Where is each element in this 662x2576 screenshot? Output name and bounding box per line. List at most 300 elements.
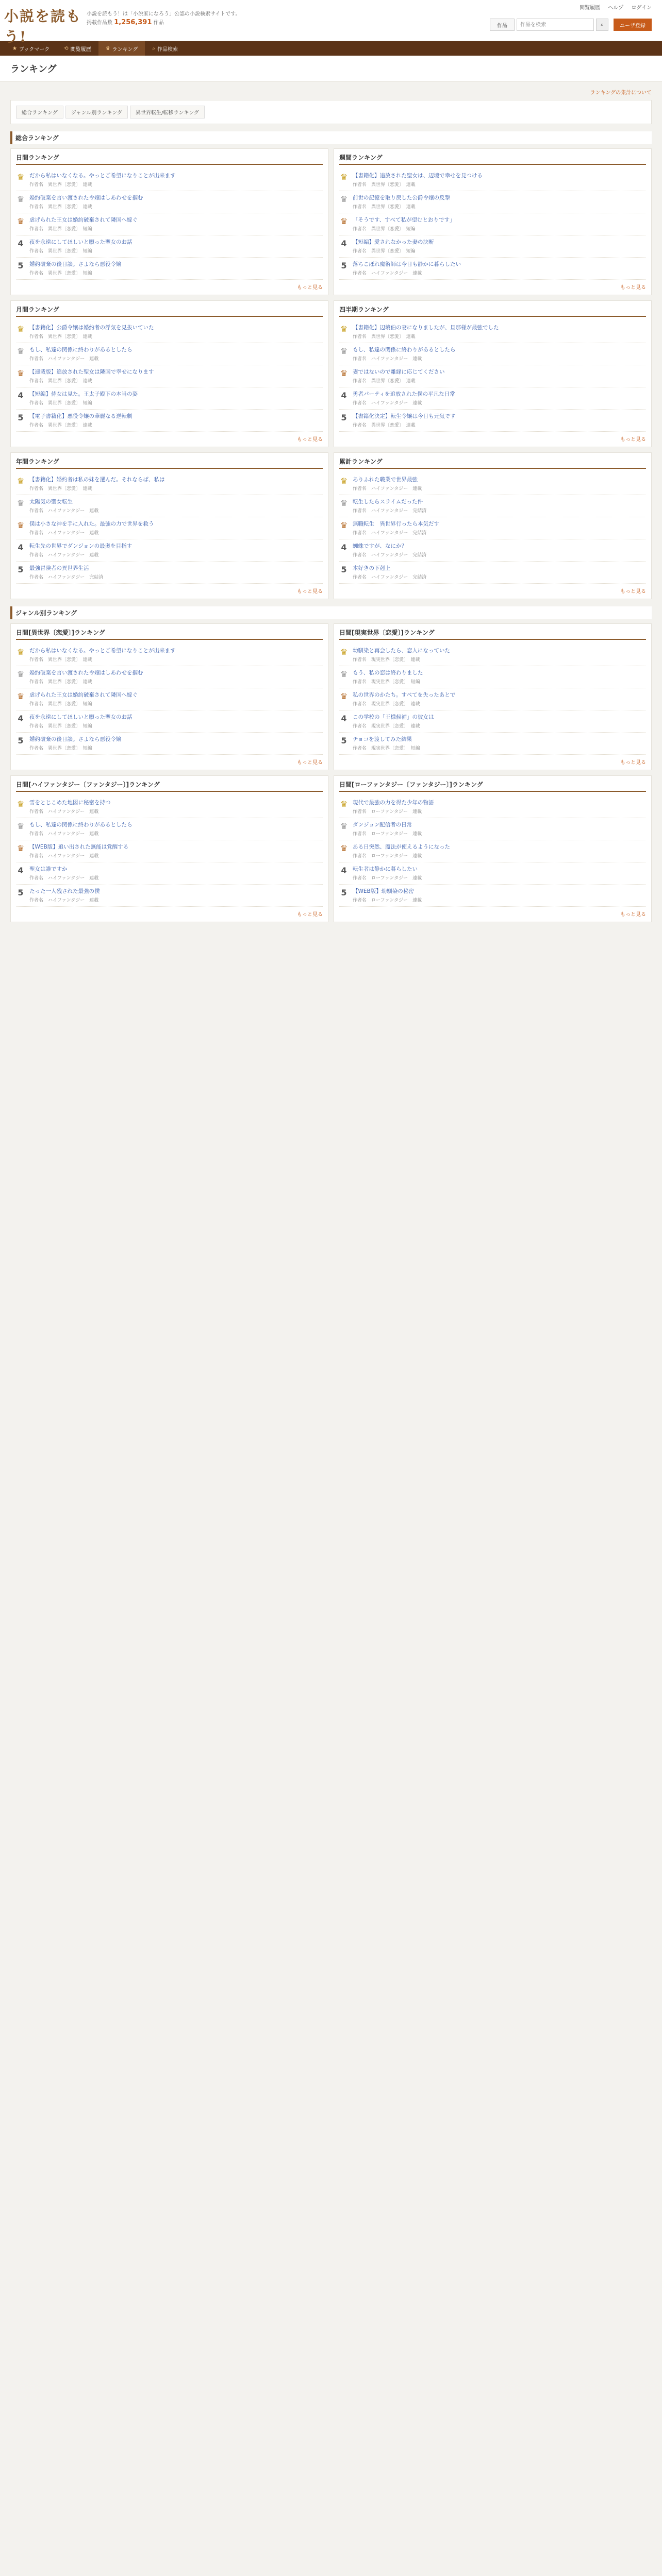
novel-meta	[29, 678, 323, 685]
novel-title-link[interactable]: 婚約破棄の後日談。さよなら悪役令嬢	[29, 736, 122, 742]
ranking-item	[339, 818, 646, 840]
novel-meta	[29, 377, 323, 384]
novel-author[interactable]: 作者名	[29, 832, 44, 837]
rank-body	[353, 172, 646, 188]
card-title: 日間ランキング	[16, 153, 323, 165]
novel-genre: ローファンタジー	[371, 876, 408, 881]
novel-title-link[interactable]: 落ちこぼれ魔術師は今日も静かに暮らしたい	[353, 261, 461, 267]
user-register-button[interactable]: ユーザ登録	[614, 19, 652, 31]
novel-author[interactable]: 作者名	[353, 832, 367, 837]
novel-genre: ローファンタジー	[371, 854, 408, 859]
search-input[interactable]	[517, 19, 594, 31]
ranking-item	[339, 321, 646, 343]
novel-meta	[29, 507, 323, 514]
novel-author[interactable]: 作者名	[29, 486, 44, 492]
novel-status: 連載	[89, 553, 99, 558]
novel-author[interactable]: 作者名	[29, 271, 44, 276]
more-link[interactable]: もっと見る	[620, 285, 646, 291]
novel-author[interactable]: 作者名	[29, 575, 44, 580]
login-link[interactable]: ログイン	[631, 5, 652, 11]
novel-author[interactable]: 作者名	[29, 182, 44, 188]
rank-body	[353, 799, 646, 815]
novel-status: 完結済	[412, 509, 427, 514]
rank-body	[353, 821, 646, 837]
ranking-item	[339, 796, 646, 818]
novel-meta	[29, 656, 323, 663]
rank-body	[29, 216, 323, 232]
novel-status: 連載	[406, 423, 416, 428]
novel-status: 連載	[412, 809, 422, 815]
ranking-card	[10, 623, 328, 770]
rank-body	[353, 520, 646, 536]
novel-author[interactable]: 作者名	[353, 531, 367, 536]
novel-author[interactable]: 作者名	[29, 401, 44, 406]
novel-title-link[interactable]: ダンジョン配信者の日常	[353, 822, 412, 828]
novel-author[interactable]: 作者名	[353, 227, 367, 232]
novel-author[interactable]: 作者名	[29, 657, 44, 663]
novel-meta	[29, 852, 323, 859]
ranking-item	[16, 213, 323, 235]
novel-author[interactable]: 作者名	[29, 809, 44, 815]
novel-author[interactable]: 作者名	[353, 553, 367, 558]
rank-number: 4	[341, 866, 347, 875]
novel-status: 短編	[406, 249, 416, 254]
crown-icon: ♛	[16, 647, 25, 657]
rank-number: 5	[18, 736, 24, 745]
novel-author[interactable]: 作者名	[353, 509, 367, 514]
ranking-item	[16, 733, 323, 755]
about-ranking-link[interactable]: ランキングの集計について	[590, 90, 652, 96]
crown-icon: ♛	[340, 476, 348, 486]
novel-meta	[353, 744, 646, 751]
novel-author[interactable]: 作者名	[353, 205, 367, 210]
ranking-item	[339, 840, 646, 862]
novel-author[interactable]: 作者名	[29, 334, 44, 340]
novel-author[interactable]: 作者名	[353, 423, 367, 428]
novel-status: 連載	[406, 205, 416, 210]
rank-body	[29, 239, 323, 254]
novel-author[interactable]: 作者名	[353, 680, 367, 685]
ranking-icon: ♛	[105, 45, 110, 52]
novel-genre: 異世界〔恋愛〕	[48, 271, 78, 276]
count-suffix: 作品	[153, 20, 164, 26]
more-link[interactable]: もっと見る	[297, 437, 323, 443]
rank-number: 4	[18, 239, 24, 248]
novel-genre: 異世界〔恋愛〕	[48, 657, 78, 663]
nav-ranking[interactable]	[98, 41, 145, 56]
novel-author[interactable]: 作者名	[353, 379, 367, 384]
rank-body	[29, 843, 323, 859]
card-title: 日間[ローファンタジー〔ファンタジー〕]ランキング	[339, 780, 646, 792]
novel-status: 連載	[89, 509, 99, 514]
novel-title-link[interactable]: 妻ではないので離縁に応じてください	[353, 369, 445, 375]
novel-status: 完結済	[412, 553, 427, 558]
novel-title-link[interactable]: もし、私達の関係に終わりがあるとしたら	[29, 347, 133, 353]
novel-author[interactable]: 作者名	[353, 334, 367, 340]
novel-title-link[interactable]: もし、私達の関係に終わりがあるとしたら	[353, 347, 456, 353]
novel-author[interactable]: 作者名	[353, 854, 367, 859]
novel-title-link[interactable]: 【書籍化】追放された聖女は、辺境で幸せを見つける	[353, 173, 483, 179]
novel-title-link[interactable]: 雪をとじこめた地図に秘密を持つ	[29, 800, 111, 806]
more-link[interactable]: もっと見る	[297, 760, 323, 766]
rank-number: 5	[341, 413, 347, 422]
novel-title-link[interactable]: 【電子書籍化】悪役令嬢の華麗なる逆転劇	[29, 413, 133, 419]
nav-label: 作品検索	[157, 46, 178, 53]
crown-icon: ♛	[16, 324, 25, 334]
novel-meta	[353, 399, 646, 406]
novel-genre: ハイファンタジー	[371, 486, 408, 492]
page-title: ランキング	[10, 64, 57, 75]
novel-meta	[353, 377, 646, 384]
crown-icon: ♛	[16, 843, 25, 853]
rank-body	[353, 391, 646, 406]
crown-icon: ♛	[340, 799, 348, 809]
novel-title-link[interactable]: 夜を永遠にしてほしいと願った聖女のお話	[29, 239, 133, 245]
novel-title-link[interactable]: 本好きの下剋上	[353, 565, 391, 571]
crown-icon: ♛	[340, 691, 348, 701]
novel-title-link[interactable]: 【書籍化】婚約者は私の妹を選んだ。それならば、私は	[29, 477, 165, 483]
novel-author[interactable]: 作者名	[29, 854, 44, 859]
nav-history[interactable]	[57, 45, 98, 53]
crown-icon: ♛	[16, 172, 25, 182]
ranking-item	[16, 710, 323, 733]
help-link[interactable]: ヘルプ	[608, 5, 624, 11]
novel-author[interactable]: 作者名	[29, 702, 44, 707]
ranking-item	[16, 818, 323, 840]
novel-genre: ハイファンタジー	[371, 575, 408, 580]
novel-title-link[interactable]: だから私はいなくなる。やっとご希望になりことが出来ます	[29, 173, 176, 179]
novel-status: 短編	[82, 249, 92, 254]
novel-author[interactable]: 作者名	[29, 898, 44, 903]
novel-genre: 異世界〔恋愛〕	[48, 205, 78, 210]
novel-status: 連載	[82, 423, 92, 428]
main-nav	[0, 41, 662, 56]
novel-genre: ローファンタジー	[371, 898, 408, 903]
novel-author[interactable]: 作者名	[353, 486, 367, 492]
novel-author[interactable]: 作者名	[353, 724, 367, 729]
rank-body	[353, 714, 646, 729]
ranking-item	[339, 862, 646, 885]
novel-meta	[353, 852, 646, 859]
novel-title-link[interactable]: 夜を永遠にしてほしいと願った聖女のお話	[29, 714, 133, 720]
novel-genre: ハイファンタジー	[48, 809, 85, 815]
nav-search[interactable]	[145, 45, 185, 53]
novel-genre: 異世界〔恋愛〕	[371, 249, 402, 254]
ranking-item	[16, 321, 323, 343]
rank-body	[353, 476, 646, 492]
rank-body	[29, 714, 323, 729]
more-link[interactable]: もっと見る	[620, 760, 646, 766]
novel-meta	[353, 700, 646, 707]
ranking-item	[16, 796, 323, 818]
novel-meta	[29, 830, 323, 837]
ranking-item	[339, 885, 646, 907]
rank-body	[29, 647, 323, 663]
crown-icon: ♛	[16, 498, 25, 508]
novel-genre: 異世界〔恋愛〕	[48, 227, 78, 232]
novel-genre: 異世界〔恋愛〕	[371, 334, 402, 340]
novel-title-link[interactable]: 婚約破棄を言い渡された令嬢はしあわせを掴む	[29, 195, 143, 201]
history-link[interactable]: 閲覧履歴	[580, 5, 601, 11]
novel-author[interactable]: 作者名	[29, 249, 44, 254]
novel-genre: ハイファンタジー	[371, 271, 408, 276]
more-link[interactable]: もっと見る	[620, 912, 646, 918]
novel-author[interactable]: 作者名	[353, 876, 367, 881]
main-content	[0, 82, 662, 922]
rank-body	[353, 565, 646, 580]
novel-author[interactable]: 作者名	[353, 182, 367, 188]
novel-genre: ハイファンタジー	[48, 357, 85, 362]
card-title: 月間ランキング	[16, 305, 323, 317]
header-links	[573, 3, 652, 11]
novel-status: 連載	[82, 379, 92, 384]
search-type-select[interactable]: 作品	[490, 19, 515, 31]
novel-author[interactable]: 作者名	[29, 379, 44, 384]
rank-number: 4	[18, 714, 24, 723]
novel-title-link[interactable]: チョコを渡してみた結果	[353, 736, 412, 742]
more-link[interactable]: もっと見る	[297, 589, 323, 595]
novel-title-link[interactable]: だから私はいなくなる。やっとご希望になりことが出来ます	[29, 648, 176, 654]
novel-title-link[interactable]: 転生者は静かに暮らしたい	[353, 866, 418, 872]
ranking-item	[16, 644, 323, 666]
overall-ranking-grid	[10, 148, 652, 599]
ranking-item	[339, 562, 646, 584]
novel-title-link[interactable]: 転生先の世界でダンジョンの最奥を目指す	[29, 543, 133, 549]
novel-meta	[29, 573, 323, 580]
novel-title-link[interactable]: 「そうです、すべて私が望むとおりです」	[353, 217, 455, 223]
ranking-card	[334, 775, 652, 922]
rank-body	[29, 821, 323, 837]
novel-author[interactable]: 作者名	[353, 271, 367, 276]
novel-title-link[interactable]: 【WEB版】追い出された無能は覚醒する	[29, 844, 129, 850]
rank-body	[29, 888, 323, 903]
rank-body	[29, 799, 323, 815]
novel-title-link[interactable]: 私の世界のかたち。すべてを失ったあとで	[353, 692, 456, 698]
rank-number: 5	[341, 736, 347, 745]
novel-title-link[interactable]: 婚約破棄を言い渡された令嬢はしあわせを掴む	[29, 670, 143, 676]
novel-meta	[29, 874, 323, 881]
novel-title-link[interactable]: たった一人残された最強の僕	[29, 888, 100, 894]
crown-icon: ♛	[16, 821, 25, 831]
rank-number: 5	[18, 413, 24, 422]
novel-status: 連載	[412, 832, 422, 837]
ranking-item	[339, 688, 646, 710]
crown-icon: ♛	[340, 520, 348, 530]
novel-title-link[interactable]: 虐げられた王女は婚約破棄されて隣国へ嫁ぐ	[29, 692, 138, 698]
novel-title-link[interactable]: 前世の記憶を取り戻した公爵令嬢の反撃	[353, 195, 450, 201]
novel-author[interactable]: 作者名	[29, 531, 44, 536]
ranking-card	[334, 148, 652, 295]
tab-genre[interactable]: ジャンル別ランキング	[65, 106, 128, 118]
novel-title-link[interactable]: もう、私の恋は終わりました	[353, 670, 423, 676]
crown-icon: ♛	[340, 843, 348, 853]
novel-author[interactable]: 作者名	[353, 809, 367, 815]
more-link[interactable]: もっと見る	[620, 437, 646, 443]
novel-title-link[interactable]: ある日突然、魔法が使えるようになった	[353, 844, 450, 850]
ranking-card	[10, 775, 328, 922]
rank-number: 5	[341, 888, 347, 897]
novel-author[interactable]: 作者名	[29, 724, 44, 729]
rank-body	[353, 543, 646, 558]
ranking-item	[16, 666, 323, 688]
novel-author[interactable]: 作者名	[29, 876, 44, 881]
novel-title-link[interactable]: 【短編】愛されなかった妻の決断	[353, 239, 434, 245]
novel-genre: 異世界〔恋愛〕	[48, 379, 78, 384]
novel-status: 連載	[89, 898, 99, 903]
novel-author[interactable]: 作者名	[353, 575, 367, 580]
novel-author[interactable]: 作者名	[29, 553, 44, 558]
novel-meta	[29, 269, 323, 276]
novel-title-link[interactable]: 【書籍化決定】転生令嬢は今日も元気です	[353, 413, 456, 419]
novel-title-link[interactable]: 太陽気の聖女転生	[29, 499, 73, 505]
novel-genre: ハイファンタジー	[48, 898, 85, 903]
novel-status: 短編	[82, 227, 92, 232]
novel-status: 短編	[406, 227, 416, 232]
novel-genre: ローファンタジー	[371, 809, 408, 815]
novel-author[interactable]: 作者名	[29, 423, 44, 428]
novel-title-link[interactable]: ありふれた職業で世界最強	[353, 477, 418, 483]
novel-title-link[interactable]: 【書籍化】辺境伯の妻になりましたが、旦那様が最強でした	[353, 325, 499, 331]
novel-status: 短編	[82, 401, 92, 406]
novel-title-link[interactable]: 無職転生 異世界行ったら本気だす	[353, 521, 439, 527]
ranking-item	[16, 688, 323, 710]
novel-genre: ハイファンタジー	[371, 401, 408, 406]
novel-meta	[353, 573, 646, 580]
novel-meta	[29, 203, 323, 210]
rank-body	[29, 413, 323, 428]
crown-icon: ♛	[340, 669, 348, 679]
novel-meta	[29, 355, 323, 362]
crown-icon: ♛	[340, 498, 348, 508]
novel-author[interactable]: 作者名	[353, 746, 367, 751]
novel-author[interactable]: 作者名	[29, 509, 44, 514]
novel-meta	[29, 421, 323, 428]
novel-meta	[353, 507, 646, 514]
novel-meta	[29, 399, 323, 406]
rank-body	[29, 520, 323, 536]
novel-title-link[interactable]: この学校の「王様候補」の彼女は	[353, 714, 434, 720]
rank-body	[29, 543, 323, 558]
rank-body	[353, 669, 646, 685]
novel-title-link[interactable]: 聖女は誰ですか	[29, 866, 68, 872]
novel-author[interactable]: 作者名	[353, 249, 367, 254]
novel-title-link[interactable]: 【WEB版】幼馴染の秘密	[353, 888, 414, 894]
novel-title-link[interactable]: 婚約破棄の後日談。さよなら悪役令嬢	[29, 261, 122, 267]
section-overall: 総合ランキング	[10, 131, 652, 144]
novel-title-link[interactable]: 【短編】侍女は見た。王太子殿下の本当の姿	[29, 391, 138, 397]
ranking-item	[339, 343, 646, 365]
novel-author[interactable]: 作者名	[353, 401, 367, 406]
more-link[interactable]: もっと見る	[297, 912, 323, 918]
rank-body	[29, 261, 323, 276]
novel-meta	[29, 896, 323, 903]
novel-author[interactable]: 作者名	[29, 746, 44, 751]
ranking-card	[10, 148, 328, 295]
tab-overall[interactable]: 総合ランキング	[16, 106, 63, 118]
rank-body	[29, 194, 323, 210]
novel-author[interactable]: 作者名	[29, 205, 44, 210]
novel-title-link[interactable]: 現代で最強の力を得た少年の物語	[353, 800, 434, 806]
ranking-card	[334, 300, 652, 447]
work-count	[87, 19, 257, 27]
ranking-item	[16, 840, 323, 862]
novel-author[interactable]: 作者名	[353, 898, 367, 903]
novel-status: 連載	[412, 271, 422, 276]
novel-status: 短編	[82, 271, 92, 276]
rank-body	[353, 324, 646, 340]
rank-body	[353, 368, 646, 384]
ranking-item	[16, 495, 323, 517]
novel-status: 連載	[406, 379, 416, 384]
search-button[interactable]	[596, 19, 608, 31]
novel-title-link[interactable]: 【書籍化】公爵令嬢は婚約者の浮気を見抜いていた	[29, 325, 154, 331]
tab-isekai[interactable]: 異世界転生/転移ランキング	[130, 106, 205, 118]
novel-title-link[interactable]: 蜘蛛ですが、なにか？	[353, 543, 407, 549]
ranking-item	[339, 387, 646, 410]
crown-icon: ♛	[340, 194, 348, 204]
novel-author[interactable]: 作者名	[353, 702, 367, 707]
search-icon: ⌕	[152, 45, 155, 52]
novel-meta	[353, 333, 646, 340]
nav-label: 閲覧履歴	[70, 46, 91, 53]
novel-status: 短編	[410, 680, 420, 685]
novel-meta	[29, 808, 323, 815]
ranking-item	[16, 885, 323, 907]
rank-body	[29, 736, 323, 751]
novel-status: 連載	[82, 205, 92, 210]
rank-body	[29, 324, 323, 340]
rank-number: 4	[18, 391, 24, 400]
novel-author[interactable]: 作者名	[29, 357, 44, 362]
novel-meta	[29, 225, 323, 232]
novel-meta	[353, 421, 646, 428]
novel-status: 短編	[410, 746, 420, 751]
search-bar	[490, 19, 652, 31]
novel-title-link[interactable]: 転生したらスライムだった件	[353, 499, 423, 505]
novel-title-link[interactable]: 虐げられた王女は婚約破棄されて隣国へ嫁ぐ	[29, 217, 138, 223]
novel-status: 連載	[412, 401, 422, 406]
ranking-item	[339, 517, 646, 539]
novel-meta	[353, 529, 646, 536]
novel-title-link[interactable]: 【連載版】追放された聖女は隣国で幸せになります	[29, 369, 154, 375]
novel-genre: ハイファンタジー	[48, 832, 85, 837]
card-title: 累計ランキング	[339, 457, 646, 469]
novel-author[interactable]: 作者名	[353, 357, 367, 362]
novel-genre: 異世界〔恋愛〕	[48, 486, 78, 492]
novel-genre: ローファンタジー	[371, 832, 408, 837]
novel-title-link[interactable]: 勇者パーティを追放された僕の平凡な日常	[353, 391, 455, 397]
novel-author[interactable]: 作者名	[353, 657, 367, 663]
novel-genre: ハイファンタジー	[48, 876, 85, 881]
ranking-item	[339, 495, 646, 517]
novel-meta	[353, 896, 646, 903]
ranking-item	[339, 410, 646, 432]
novel-title-link[interactable]: 幼馴染と再会したら、恋人になっていた	[353, 648, 450, 654]
rank-body	[353, 413, 646, 428]
more-link[interactable]: もっと見る	[620, 589, 646, 595]
novel-genre: 異世界〔恋愛〕	[371, 423, 402, 428]
novel-title-link[interactable]: もし、私達の関係に終わりがあるとしたら	[29, 822, 133, 828]
novel-title-link[interactable]: 最強冒険者の異世界生活	[29, 565, 89, 571]
novel-author[interactable]: 作者名	[29, 680, 44, 685]
novel-genre: 現実世界〔恋愛〕	[371, 702, 406, 707]
novel-author[interactable]: 作者名	[29, 227, 44, 232]
site-logo[interactable]: 小説を読もう!	[4, 8, 82, 45]
novel-status: 連載	[89, 809, 99, 815]
novel-genre: ハイファンタジー	[371, 509, 408, 514]
more-link[interactable]: もっと見る	[297, 285, 323, 291]
novel-title-link[interactable]: 僕は小さな神を手に入れた。最強の力で世界を救う	[29, 521, 154, 527]
